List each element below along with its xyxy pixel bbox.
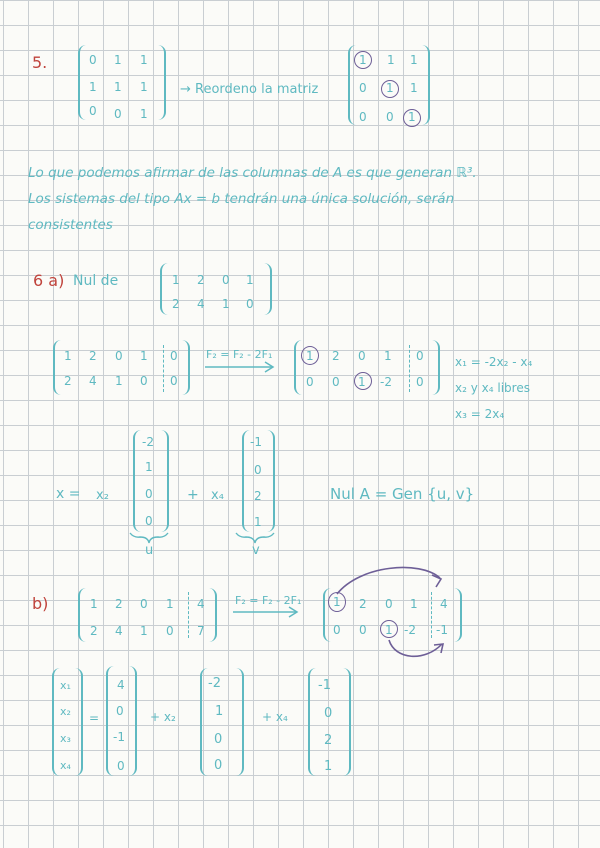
vector-cell: 4 (117, 678, 125, 692)
matrix-cell: 4 (115, 624, 123, 638)
matrix-cell: 0 (140, 374, 148, 388)
matrix-cell: 0 (359, 110, 367, 124)
text-line-2: Los sistemas del tipo Ax = b tendrán una única solución, serán (28, 191, 455, 207)
matrix-cell: -2 (380, 375, 392, 389)
matrix-cell: 0 (332, 375, 340, 389)
matrix-cell: 0 (89, 53, 97, 67)
matrix-cell: 2 (197, 273, 205, 287)
plus-x4: + x₄ (262, 710, 288, 724)
matrix-cell: 1 (140, 53, 148, 67)
matrix-cell: 0 (416, 349, 424, 363)
matrix-cell: 1 (89, 80, 97, 94)
matrix-cell: 1 (114, 80, 122, 94)
matrix-cell: 2 (89, 349, 97, 363)
matrix-cell: 0 (170, 349, 178, 363)
matrix-cell: 2 (64, 374, 72, 388)
matrix-cell: 0 (246, 297, 254, 311)
vector-cell: -1 (113, 730, 125, 744)
text-line-3: consistentes (28, 217, 113, 233)
vector-cell: 2 (324, 733, 333, 748)
vector-cell: 0 (145, 487, 153, 501)
matrix-cell: 1 (358, 375, 366, 389)
vector-cell: 1 (215, 704, 224, 719)
equals-sign: = (89, 711, 100, 725)
matrix-cell: 2 (332, 349, 340, 363)
matrix-cell: 1 (140, 624, 148, 638)
matrix-cell: 0 (115, 349, 123, 363)
matrix-cell: 1 (408, 110, 416, 124)
matrix-cell: 0 (166, 624, 174, 638)
vector-cell: 1 (254, 515, 262, 529)
matrix-cell: 1 (410, 53, 418, 67)
matrix-cell: 1 (410, 81, 418, 95)
matrix-cell: 1 (140, 107, 148, 121)
nul-result: Nul A = Gen {u, v} (330, 485, 475, 503)
vector-cell: 0 (116, 704, 124, 718)
matrix-cell: 0 (333, 623, 341, 637)
matrix-cell: 4 (197, 597, 205, 611)
vector-cell: x₃ (60, 732, 71, 745)
x4-coef: x₄ (211, 488, 224, 503)
vector-cell: 0 (117, 759, 125, 773)
reorder-note: → Reordeno la matriz (180, 82, 319, 97)
matrix-cell: 1 (90, 597, 98, 611)
u-label: u (145, 543, 154, 558)
matrix-cell: 1 (140, 80, 148, 94)
matrix-cell: 0 (385, 597, 393, 611)
matrix-cell: -2 (404, 623, 416, 637)
matrix-cell: -1 (436, 623, 448, 637)
matrix-cell: 1 (385, 623, 393, 637)
plus-sign: + (187, 487, 199, 503)
nul-de-text: Nul de (73, 273, 119, 289)
matrix-cell: 0 (359, 623, 367, 637)
x-equals: x = (56, 486, 81, 502)
problem-6a-label: 6 a) (33, 271, 65, 290)
vector-cell: x₄ (60, 759, 71, 772)
row-operation-6b: F₂ = F₂ - 2F₁ (235, 594, 302, 607)
vector-cell: 2 (254, 489, 262, 503)
vector-cell: 1 (324, 759, 333, 774)
matrix-cell: 1 (166, 597, 174, 611)
matrix-cell: 4 (197, 297, 205, 311)
problem-5-label: 5. (32, 53, 48, 72)
matrix-cell: 1 (386, 81, 394, 95)
solution-line-1: x₁ = -2x₂ - x₄ (455, 355, 533, 369)
matrix-cell: 0 (170, 374, 178, 388)
vector-cell: -1 (250, 435, 262, 449)
matrix-cell: 1 (387, 53, 395, 67)
matrix-cell: 0 (358, 349, 366, 363)
matrix-cell: 0 (89, 104, 97, 118)
vector-cell: 0 (145, 514, 153, 528)
solution-line-2: x₂ y x₄ libres (455, 381, 530, 395)
matrix-cell: 1 (115, 374, 123, 388)
matrix-cell: 2 (359, 597, 367, 611)
matrix-cell: 1 (246, 273, 254, 287)
matrix-cell: 4 (440, 597, 448, 611)
matrix-cell: 1 (410, 597, 418, 611)
vector-cell: -2 (142, 435, 154, 449)
text-line-1: Lo que podemos afirmar de las columnas de A es que generan ℝ³. (28, 165, 477, 181)
x2-coef: x₂ (96, 488, 109, 503)
vector-cell: 0 (214, 758, 223, 773)
matrix-cell: 2 (172, 297, 180, 311)
matrix-cell: 2 (90, 624, 98, 638)
matrix-cell: 4 (89, 374, 97, 388)
matrix-cell: 7 (197, 624, 205, 638)
matrix-cell: 0 (140, 597, 148, 611)
matrix-cell: 0 (359, 81, 367, 95)
matrix-cell: 1 (172, 273, 180, 287)
plus-x2: + x₂ (150, 710, 176, 724)
matrix-cell: 1 (64, 349, 72, 363)
matrix-cell: 1 (384, 349, 392, 363)
vector-cell: -2 (208, 676, 221, 691)
problem-6b-label: b) (32, 594, 49, 613)
matrix-cell: 0 (386, 110, 394, 124)
solution-line-3: x₃ = 2x₄ (455, 407, 505, 421)
matrix-cell: 1 (306, 349, 314, 363)
matrix-cell: 1 (359, 53, 367, 67)
matrix-cell: 1 (222, 297, 230, 311)
matrix-cell: 0 (306, 375, 314, 389)
matrix-cell: 0 (416, 375, 424, 389)
matrix-cell: 1 (333, 595, 341, 609)
v-label: v (252, 543, 260, 558)
vector-cell: x₂ (60, 705, 71, 718)
vector-cell: 0 (324, 706, 333, 721)
matrix-cell: 0 (222, 273, 230, 287)
matrix-cell: 2 (115, 597, 123, 611)
matrix-cell: 0 (114, 107, 122, 121)
matrix-cell: 1 (140, 349, 148, 363)
vector-cell: -1 (318, 678, 331, 693)
vector-cell: x₁ (60, 679, 71, 692)
matrix-cell: 1 (114, 53, 122, 67)
vector-cell: 0 (254, 463, 262, 477)
vector-cell: 1 (145, 460, 153, 474)
vector-cell: 0 (214, 732, 223, 747)
row-operation-6a: F₂ = F₂ - 2F₁ (206, 348, 273, 361)
